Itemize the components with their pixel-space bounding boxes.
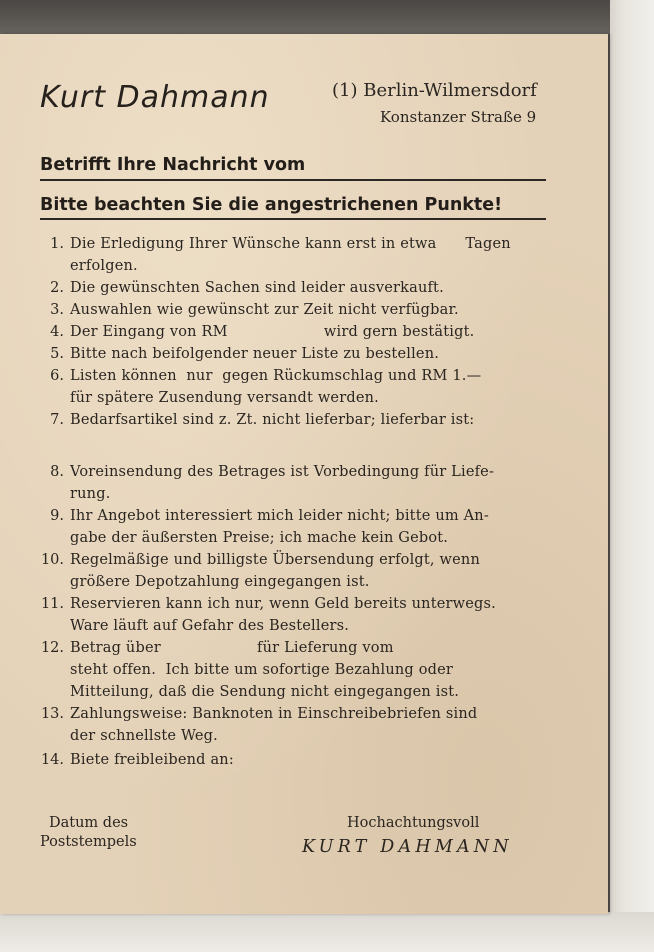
notice-item-text: Mitteilung, daß die Sendung nicht eingegangen ist.: [70, 684, 460, 700]
notice-item-number: 10.: [40, 552, 64, 568]
notice-item-text: Reservieren kann ich nur, wenn Geld bereits unterwegs.: [70, 596, 496, 612]
notice-item-number: 9.: [50, 508, 64, 524]
closing-phrase: Hochachtungsvoll: [347, 815, 480, 831]
notice-item-text: Biete freibleibend an:: [70, 752, 234, 768]
notice-item-text: größere Depotzahlung eingegangen ist.: [70, 574, 370, 590]
notice-item-text: erfolgen.: [70, 258, 138, 274]
notice-item-text: Die Erledigung Ihrer Wünsche kann erst in etwa Tagen: [70, 236, 511, 252]
notice-item-number: 11.: [40, 596, 64, 612]
notice-item-number: 3.: [50, 302, 64, 318]
notice-item-text: der schnellste Weg.: [70, 728, 218, 744]
notice-item-text: Die gewünschten Sachen sind leider ausverkauft.: [70, 280, 444, 296]
address-city: (1) Berlin-Wilmersdorf: [332, 80, 537, 101]
notice-items-list: [0, 34, 608, 834]
postcard: [0, 34, 608, 914]
subject-heading: Betrifft Ihre Nachricht vom: [40, 155, 306, 175]
notice-item-number: 2.: [50, 280, 64, 296]
notice-item-number: 12.: [40, 640, 64, 656]
notice-item-number: 5.: [50, 346, 64, 362]
postmark-date-label: Datum des: [49, 815, 129, 831]
notice-item-text: Der Eingang von RM wird gern bestätigt.: [70, 324, 475, 340]
notice-item-text: Ware läuft auf Gefahr des Bestellers.: [70, 618, 350, 634]
notice-item-text: Voreinsendung des Betrages ist Vorbedingung für Liefe-: [70, 464, 495, 480]
notice-item-text: rung.: [70, 486, 111, 502]
postmark-date-label: Poststempels: [40, 834, 137, 850]
notice-item-text: Bitte nach beifolgender neuer Liste zu bestellen.: [70, 346, 440, 362]
notice-item-text: Ihr Angebot interessiert mich leider nicht; bitte um An-: [70, 508, 489, 524]
notice-item-text: für spätere Zusendung versandt werden.: [70, 390, 379, 406]
notice-item-number: 8.: [50, 464, 64, 480]
notice-item-text: Listen können nur gegen Rückumschlag und RM 1.—: [70, 368, 482, 384]
notice-item-text: Zahlungsweise: Banknoten in Einschreibebriefen sind: [70, 706, 478, 722]
sender-name: Kurt Dahmann: [40, 80, 270, 115]
scan-background-right: [610, 0, 654, 952]
scan-background-top: [0, 0, 654, 34]
notice-item-text: Betrag über für Lieferung vom: [70, 640, 394, 656]
notice-item-text: steht offen. Ich bitte um sofortige Bezahlung oder: [70, 662, 454, 678]
notice-item-text: Regelmäßige und billigste Übersendung erfolgt, wenn: [70, 552, 480, 568]
signature: KURT DAHMANN: [302, 837, 513, 857]
scan-background-bottom: [0, 912, 654, 952]
notice-item-number: 4.: [50, 324, 64, 340]
address-street: Konstanzer Straße 9: [380, 108, 537, 126]
notice-item-number: 1.: [50, 236, 64, 252]
notice-item-text: Bedarfsartikel sind z. Zt. nicht lieferbar; lieferbar ist:: [70, 412, 475, 428]
notice-item-text: Auswahlen wie gewünscht zur Zeit nicht verfügbar.: [70, 302, 459, 318]
notice-item-number: 7.: [50, 412, 64, 428]
notice-item-number: 6.: [50, 368, 64, 384]
notice-heading: Bitte beachten Sie die angestrichenen Punkte!: [40, 195, 503, 215]
notice-item-text: gabe der äußersten Preise; ich mache kein Gebot.: [70, 530, 449, 546]
notice-item-number: 13.: [40, 706, 64, 722]
notice-item-number: 14.: [40, 752, 64, 768]
